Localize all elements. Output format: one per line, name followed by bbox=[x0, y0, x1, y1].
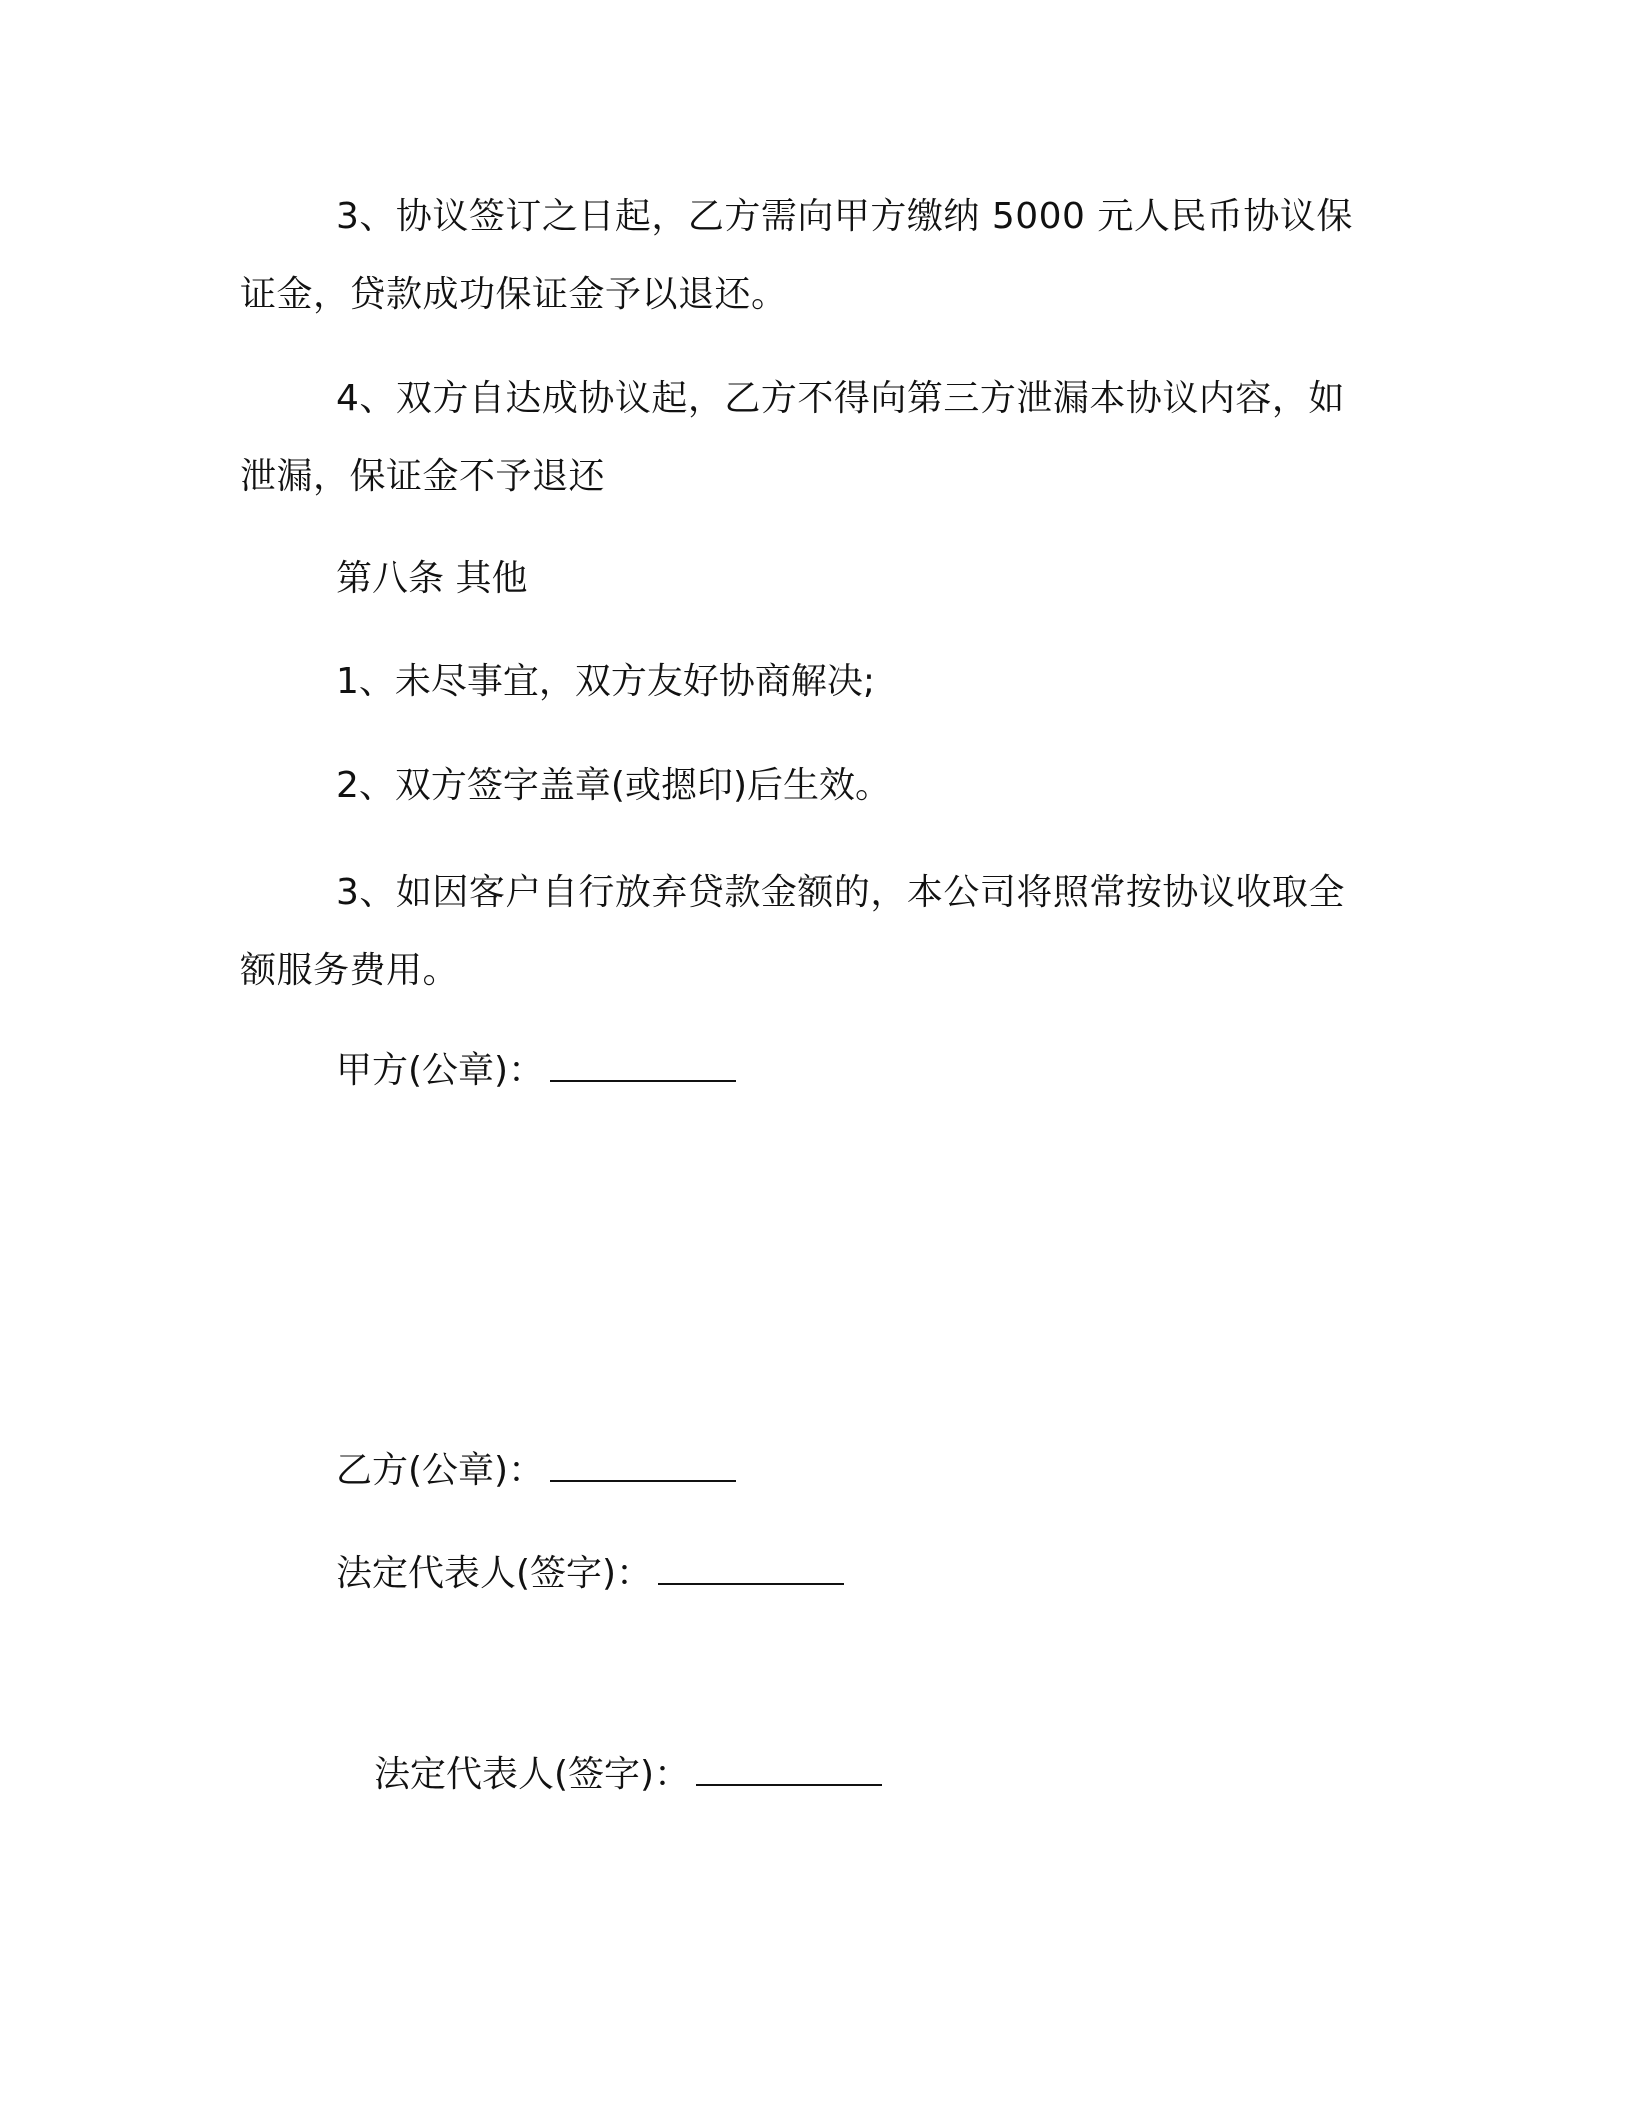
legal-rep-label-1: 法定代表人(签字)： bbox=[336, 1553, 653, 1594]
clause-3-deposit: 3、协议签订之日起，乙方需向甲方缴纳 5000 元人民币协议保证金，贷款成功保证金予以退还。 bbox=[240, 196, 1353, 315]
party-a-label: 甲方(公章)： bbox=[336, 1050, 545, 1091]
party-b-signature-blank[interactable] bbox=[550, 1450, 736, 1482]
article-8-title: 第八条 其他 bbox=[336, 558, 528, 599]
article-8-item-1: 1、未尽事宜，双方友好协商解决; bbox=[336, 661, 876, 702]
article-8-item-3: 3、如因客户自行放弃贷款金额的，本公司将照常按协议收取全额服务费用。 bbox=[240, 872, 1345, 991]
article-8-item-2: 2、双方签字盖章(或摁印)后生效。 bbox=[336, 765, 891, 806]
party-b-label: 乙方(公章)： bbox=[336, 1450, 545, 1491]
clause-4-confidentiality: 4、双方自达成协议起，乙方不得向第三方泄漏本协议内容，如泄漏，保证金不予退还 bbox=[240, 378, 1345, 497]
legal-rep-signature-blank-2[interactable] bbox=[696, 1754, 882, 1786]
legal-rep-label-2: 法定代表人(签字)： bbox=[374, 1754, 691, 1795]
legal-rep-signature-row-1 bbox=[336, 1550, 844, 1598]
party-a-signature-row bbox=[336, 1047, 736, 1095]
party-b-signature-row bbox=[336, 1447, 736, 1495]
legal-rep-signature-row-2 bbox=[374, 1751, 882, 1799]
party-a-signature-blank[interactable] bbox=[550, 1050, 736, 1082]
legal-rep-signature-blank-1[interactable] bbox=[658, 1553, 844, 1585]
